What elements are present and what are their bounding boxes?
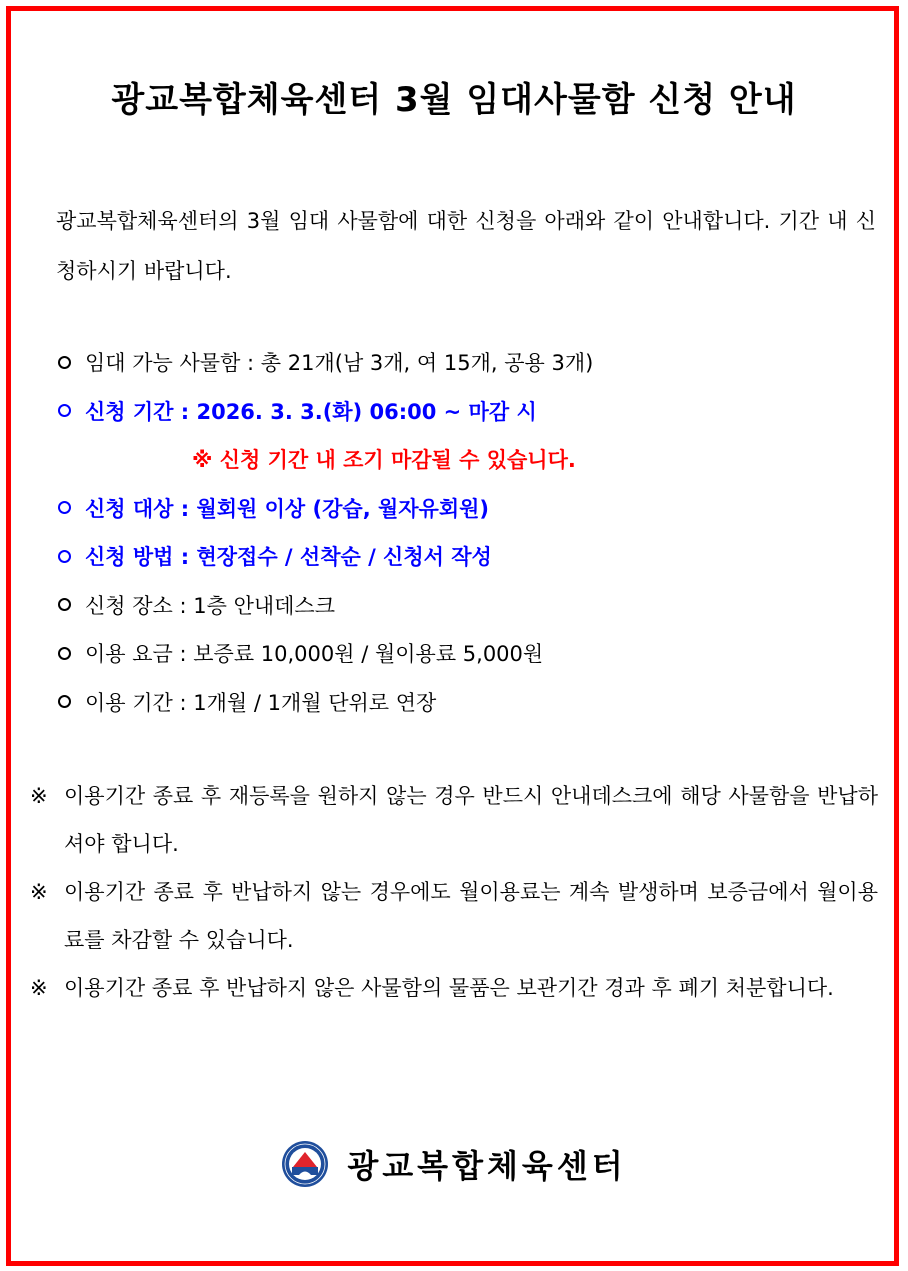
list-item-eligibility <box>56 484 856 533</box>
item-text: 신청 대상 : 월회원 이상 (강습, 월자유회원) <box>85 496 490 521</box>
reference-mark-icon: ※ <box>30 880 48 904</box>
circle-bullet-icon <box>58 356 71 369</box>
note-return-locker <box>30 772 878 868</box>
list-item-fees <box>56 629 856 678</box>
organization-name: 광교복합체육센터 <box>347 1147 627 1185</box>
note-text: 이용기간 종료 후 재등록을 원하지 않는 경우 반드시 안내데스크에 해당 사물함을 반납하셔야 합니다. <box>64 784 878 856</box>
info-list <box>56 338 856 726</box>
list-item-application-period <box>56 387 856 436</box>
item-text: 신청 기간 : 2026. 3. 3.(화) 06:00 ~ 마감 시 <box>85 399 537 424</box>
note-text: 이용기간 종료 후 반납하지 않는 경우에도 월이용료는 계속 발생하며 보증금에서 월이용료를 차감할 수 있습니다. <box>64 880 878 952</box>
circle-bullet-icon <box>58 647 71 660</box>
note-text: 이용기간 종료 후 반납하지 않은 사물함의 물품은 보관기간 경과 후 폐기 처분합니다. <box>64 976 834 1000</box>
circle-bullet-icon <box>58 695 71 708</box>
item-text: ※ 신청 기간 내 조기 마감될 수 있습니다. <box>192 448 576 473</box>
item-text: 이용 요금 : 보증료 10,000원 / 월이용료 5,000원 <box>85 642 544 667</box>
item-text: 이용 기간 : 1개월 / 1개월 단위로 연장 <box>85 690 437 715</box>
list-item-application-method <box>56 532 856 581</box>
note-continued-fees <box>30 868 878 964</box>
reference-mark-icon: ※ <box>30 784 48 808</box>
item-text: 신청 방법 : 현장접수 / 선착순 / 신청서 작성 <box>85 545 492 570</box>
early-closing-warning <box>56 435 856 484</box>
page-title: 광교복합체육센터 3월 임대사물함 신청 안내 <box>111 80 797 120</box>
reference-mark-icon: ※ <box>30 976 48 1000</box>
city-sports-council-emblem-icon <box>281 1140 329 1188</box>
note-disposal <box>30 964 878 1012</box>
notes-section <box>30 772 878 1012</box>
circle-bullet-icon <box>58 404 71 417</box>
circle-bullet-icon <box>58 598 71 611</box>
circle-bullet-icon <box>58 501 71 514</box>
circle-bullet-icon <box>58 550 71 563</box>
list-item-usage-period <box>56 678 856 727</box>
item-text: 임대 가능 사물함 : 총 21개(남 3개, 여 15개, 공용 3개) <box>85 351 594 376</box>
footer <box>0 1140 908 1188</box>
intro-paragraph: 광교복합체육센터의 3월 임대 사물함에 대한 신청을 아래와 같이 안내합니다. 기간 내 신청하시기 바랍니다. <box>56 209 876 283</box>
list-item-location <box>56 581 856 630</box>
list-item-available-lockers <box>56 338 856 387</box>
item-text: 신청 장소 : 1층 안내데스크 <box>85 593 335 618</box>
